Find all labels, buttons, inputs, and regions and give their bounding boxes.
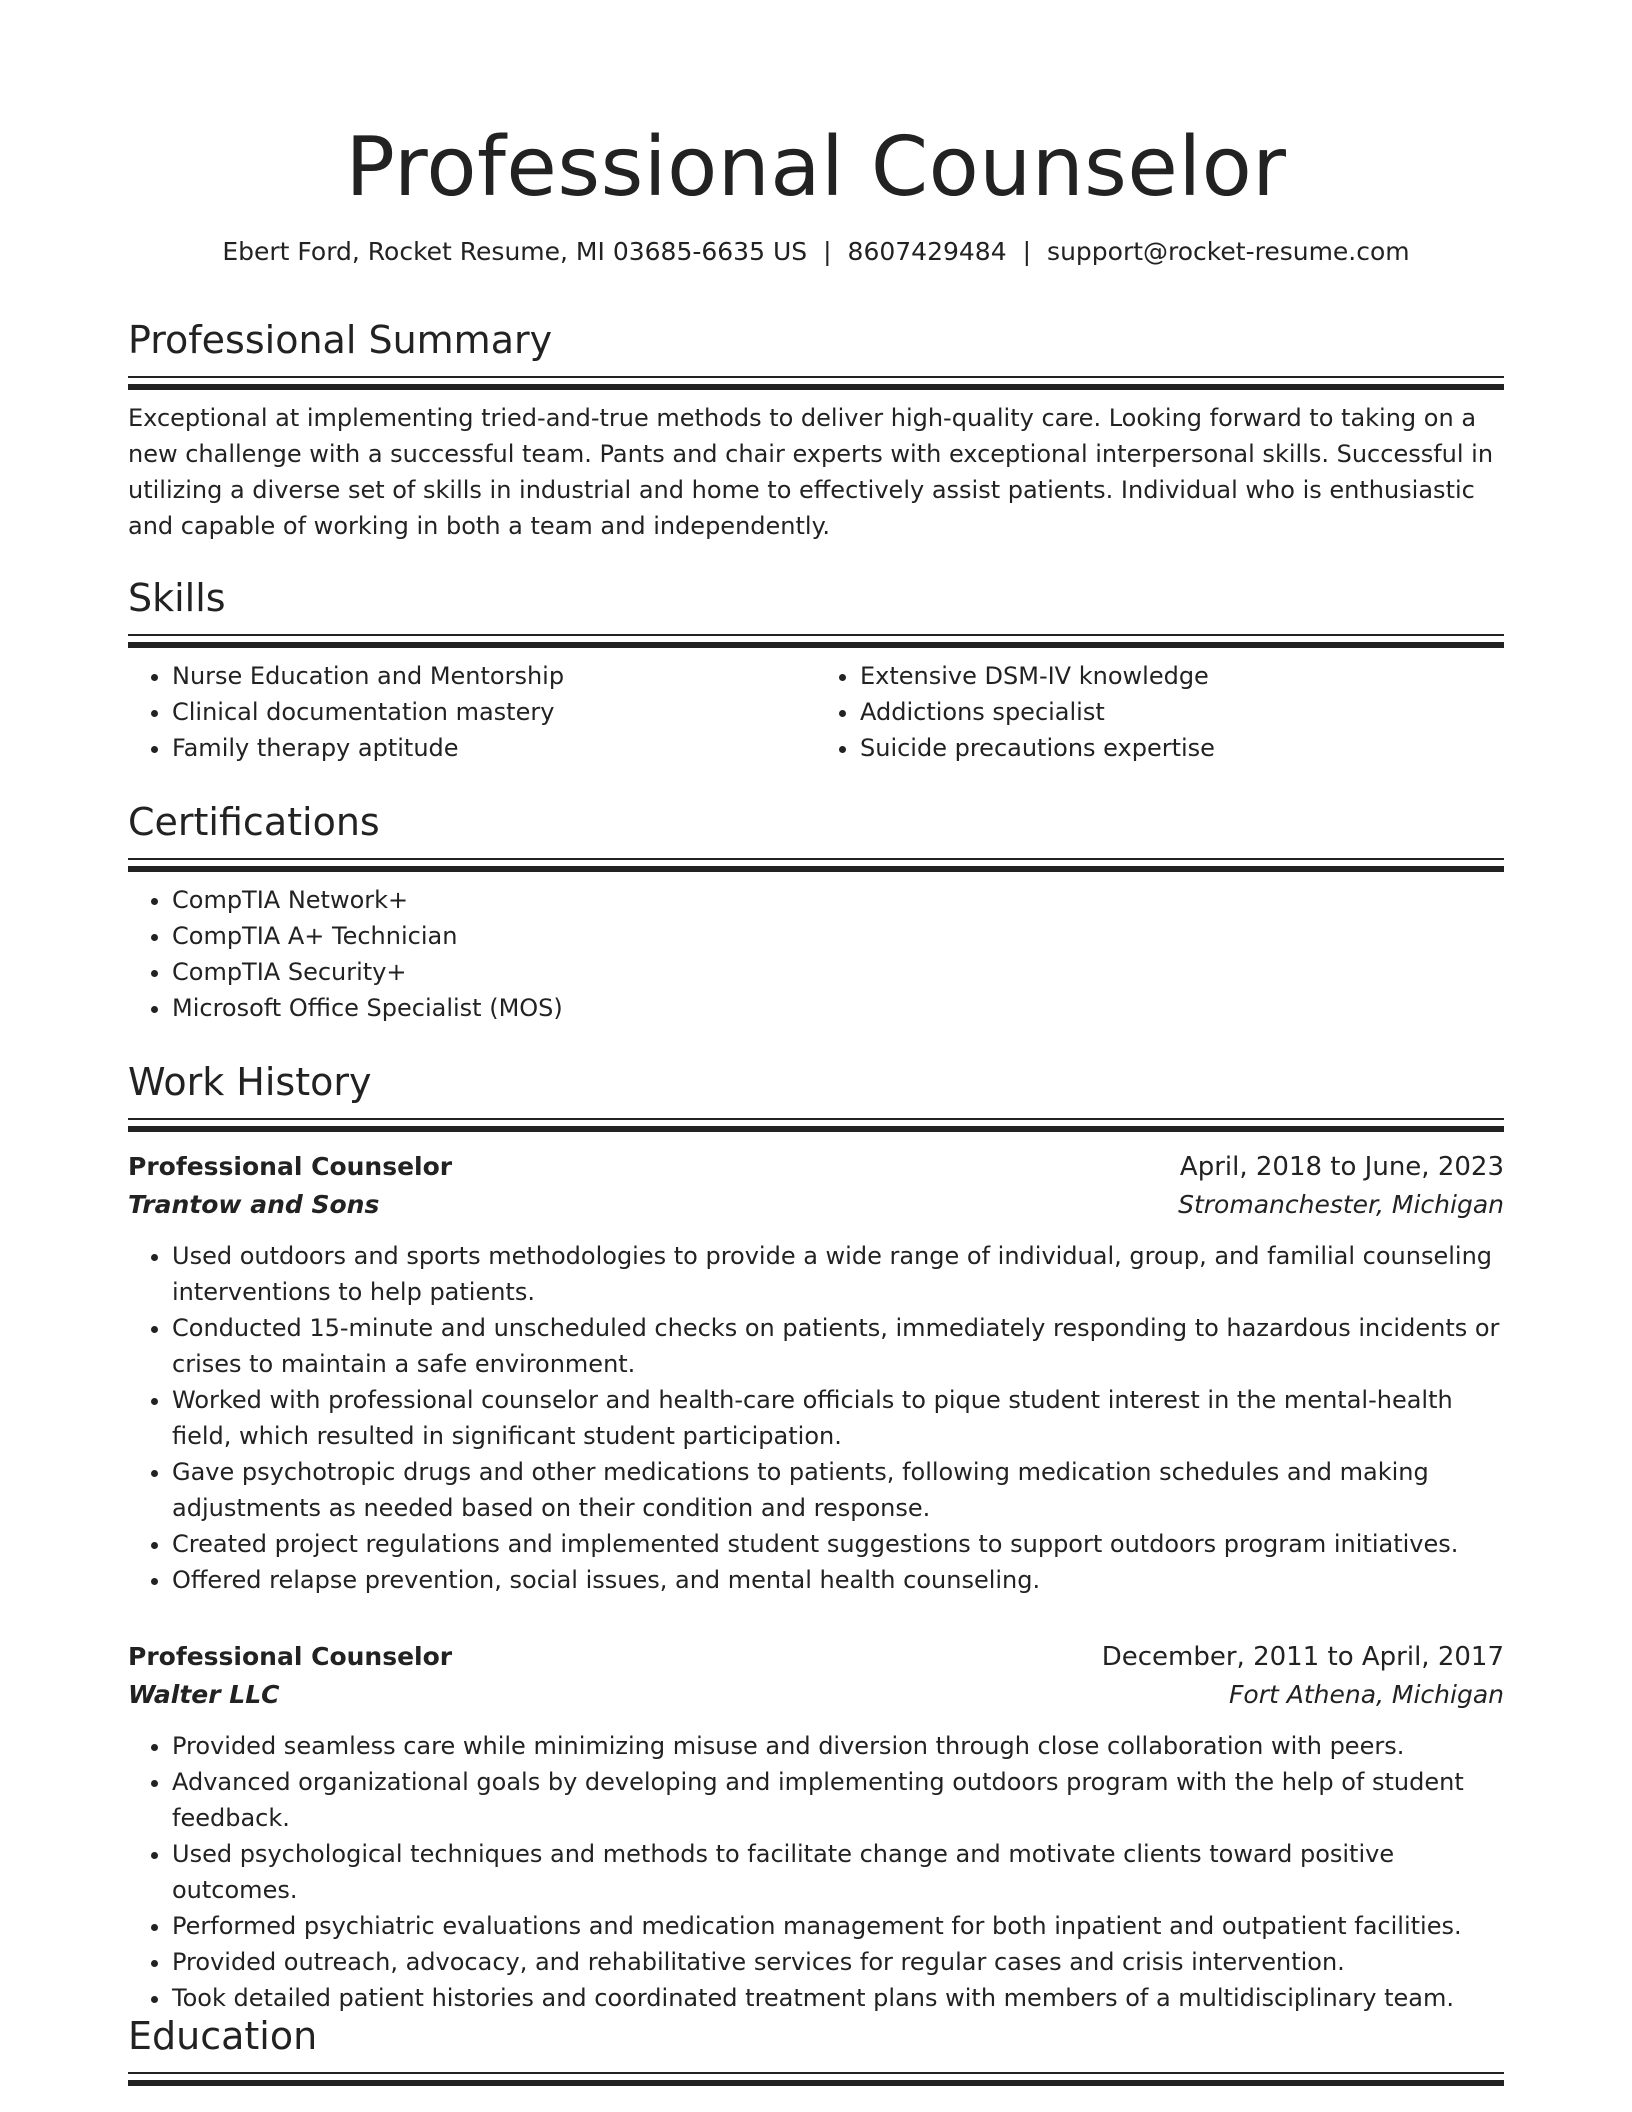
certification-item: • CompTIA Network+ xyxy=(172,882,1504,918)
certification-item: • Microsoft Office Specialist (MOS) xyxy=(172,990,1504,1026)
job-bullet: • Advanced organizational goals by developing and implementing outdoors program with the help of student feedback. xyxy=(172,1764,1504,1836)
job-entry xyxy=(128,1148,1504,1598)
contact-email: support@rocket-resume.com xyxy=(1047,237,1410,266)
job-bullet: • Used outdoors and sports methodologies to provide a wide range of individual, group, and familial counseling interventions to help patients. xyxy=(172,1238,1504,1310)
job-bullets xyxy=(128,1728,1504,2016)
skill-item: • Addictions specialist xyxy=(860,694,1504,730)
skill-item: • Nurse Education and Mentorship xyxy=(172,658,816,694)
section-divider xyxy=(128,1118,1504,1130)
job-company-row xyxy=(128,1676,1504,1714)
job-bullets xyxy=(128,1238,1504,1598)
job-dates: April, 2018 to June, 2023 xyxy=(1179,1152,1504,1182)
education-heading: Education xyxy=(128,2014,318,2058)
job-bullet: • Provided seamless care while minimizing misuse and diversion through close collaboration with peers. xyxy=(172,1728,1504,1764)
skill-item: • Suicide precautions expertise xyxy=(860,730,1504,766)
job-dates: December, 2011 to April, 2017 xyxy=(1101,1642,1504,1672)
work-heading: Work History xyxy=(128,1060,372,1104)
resume-page xyxy=(128,118,1504,270)
job-location: Fort Athena, Michigan xyxy=(1229,1680,1504,1709)
summary-section xyxy=(128,316,1504,544)
job-location: Stromanchester, Michigan xyxy=(1178,1190,1504,1219)
section-divider xyxy=(128,376,1504,388)
certification-item: • CompTIA Security+ xyxy=(172,954,1504,990)
job-bullet: • Gave psychotropic drugs and other medications to patients, following medication schedules and making adjustments as needed based on their condition and response. xyxy=(172,1454,1504,1526)
job-bullet: • Conducted 15-minute and unscheduled checks on patients, immediately responding to hazardous incidents or crises to maintain a safe environment. xyxy=(172,1310,1504,1382)
resume-title: Professional Counselor xyxy=(345,120,1287,215)
job-entry xyxy=(128,1638,1504,2016)
contact-phone: 8607429484 xyxy=(847,237,1007,266)
job-bullet: • Offered relapse prevention, social issues, and mental health counseling. xyxy=(172,1562,1504,1598)
skill-item: • Clinical documentation mastery xyxy=(172,694,816,730)
job-bullet: • Performed psychiatric evaluations and medication management for both inpatient and outpatient facilities. xyxy=(172,1908,1504,1944)
job-company: Trantow and Sons xyxy=(128,1190,380,1219)
certifications-heading: Certifications xyxy=(128,800,380,844)
contact-separator: | xyxy=(823,237,832,266)
summary-heading: Professional Summary xyxy=(128,318,553,362)
job-header-row xyxy=(128,1638,1504,1676)
certification-item: • CompTIA A+ Technician xyxy=(172,918,1504,954)
contact-address: Ebert Ford, Rocket Resume, MI 03685-6635 US xyxy=(222,237,808,266)
section-divider xyxy=(128,634,1504,646)
job-title: Professional Counselor xyxy=(128,1152,453,1181)
summary-text: Exceptional at implementing tried-and-true methods to deliver high-quality care. Looking forward to taking on a new challenge with a successful team. Pants and chair experts with exceptional interpersonal skills. Successful in utilizing a diverse set of skills in industrial and home to effectively assist patients. Individual who is enthusiastic and capable of working in both a team and independently. xyxy=(128,404,1494,540)
contact-line xyxy=(128,234,1504,270)
job-company: Walter LLC xyxy=(128,1680,280,1709)
work-section xyxy=(128,1058,1504,1130)
job-bullet: • Worked with professional counselor and health-care officials to pique student interest in the mental-health field, which resulted in significant student participation. xyxy=(172,1382,1504,1454)
certifications-list xyxy=(128,882,1504,1026)
job-header-row xyxy=(128,1148,1504,1186)
job-company-row xyxy=(128,1186,1504,1224)
skills-section xyxy=(128,574,1504,766)
contact-separator: | xyxy=(1022,237,1032,266)
skills-list-left xyxy=(128,658,816,766)
skill-item: • Family therapy aptitude xyxy=(172,730,816,766)
education-section xyxy=(128,2012,1504,2084)
job-bullet: • Used psychological techniques and methods to facilitate change and motivate clients toward positive outcomes. xyxy=(172,1836,1504,1908)
skills-grid xyxy=(128,646,1504,766)
job-bullet: • Created project regulations and implemented student suggestions to support outdoors program initiatives. xyxy=(172,1526,1504,1562)
section-divider xyxy=(128,858,1504,870)
certifications-section xyxy=(128,798,1504,1026)
section-divider xyxy=(128,2072,1504,2084)
skill-item: • Extensive DSM-IV knowledge xyxy=(860,658,1504,694)
job-title: Professional Counselor xyxy=(128,1642,453,1671)
skills-heading: Skills xyxy=(128,576,226,620)
job-bullet: • Provided outreach, advocacy, and rehabilitative services for regular cases and crisis intervention. xyxy=(172,1944,1504,1980)
skills-list-right xyxy=(816,658,1504,766)
job-bullet: • Took detailed patient histories and coordinated treatment plans with members of a multidisciplinary team. xyxy=(172,1980,1504,2016)
